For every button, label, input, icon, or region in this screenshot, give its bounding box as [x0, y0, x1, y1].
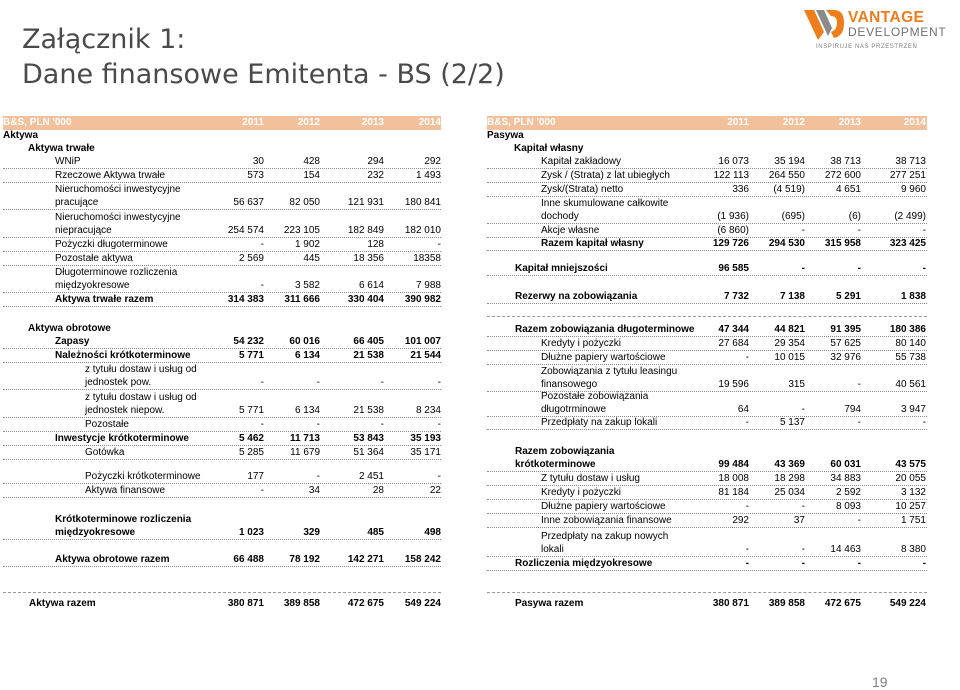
row-label: Przedpłaty na zakup nowych: [541, 531, 669, 542]
row-value: 18 008: [718, 473, 749, 484]
logo-mark-icon: [802, 6, 846, 42]
row-value: 142 271: [347, 554, 384, 565]
header-label: B&S, PLN '000: [3, 117, 72, 128]
row-label: Inne zobowiązania finansowe: [541, 515, 672, 526]
row-label: Pożyczki krótkoterminowe: [85, 471, 201, 482]
row-value: 1 493: [415, 170, 441, 181]
row-value: 21 538: [353, 405, 384, 416]
table-row: [487, 352, 927, 365]
row-label-cont: międzyokresowe: [55, 280, 130, 291]
logo-tagline: INSPIRUJE NAS PRZESTRZEŃ: [816, 44, 918, 50]
section-label: Aktywa obrotowe: [28, 323, 111, 334]
row-label: Zobowiązania z tytułu leasingu: [541, 366, 678, 377]
row-value: -: [260, 377, 264, 388]
row-value: 11 713: [289, 433, 320, 444]
row-value: 5 771: [238, 405, 264, 416]
row-value: 277 251: [889, 170, 926, 181]
table-row: [3, 364, 441, 390]
row-label: Kredyty i pożyczki: [541, 487, 622, 498]
table-row: [487, 366, 927, 392]
row-value: -: [857, 558, 861, 569]
row-value: 81 184: [718, 487, 749, 498]
row-label: Należności krótkoterminowe: [55, 350, 191, 361]
section-label: Aktywa: [3, 130, 39, 141]
row-label-cont: pracujące: [55, 197, 99, 208]
row-value: 18 356: [353, 253, 384, 264]
row-value: 5 291: [835, 291, 861, 302]
row-value: 1 751: [900, 515, 926, 526]
row-value: 19 596: [718, 379, 749, 390]
row-value: 43 575: [895, 459, 926, 470]
row-value: -: [745, 352, 749, 363]
row-value: 294 530: [768, 238, 805, 249]
table-row: [3, 433, 441, 446]
table-row: [487, 446, 927, 472]
row-label: Aktywa obrotowe razem: [55, 554, 170, 565]
logo-sub: DEVELOPMENT: [848, 25, 947, 39]
divider: [3, 592, 441, 593]
header-year: 2013: [838, 117, 861, 128]
row-value: -: [857, 263, 861, 274]
row-value: 2 451: [358, 471, 384, 482]
row-value: 121 931: [347, 197, 384, 208]
row-value: 14 463: [830, 544, 861, 555]
header-label: B&S, PLN '000: [487, 117, 556, 128]
row-label: Zysk/(Strata) netto: [541, 184, 624, 195]
table-row: [487, 156, 927, 169]
row-value: 292: [424, 156, 441, 167]
header-year: 2011: [727, 117, 749, 128]
table-row: [487, 501, 927, 514]
row-value: 7 138: [779, 291, 805, 302]
row-value: 485: [367, 527, 384, 538]
divider: [487, 592, 927, 593]
table-header: [3, 116, 441, 130]
row-label: Z tytułu dostaw i usług: [541, 473, 640, 484]
header-year: 2012: [782, 117, 805, 128]
row-label: Kapitał zakładowy: [541, 156, 622, 167]
total-value: 380 871: [712, 598, 749, 609]
row-value: 794: [844, 404, 861, 415]
row-value: 10 257: [895, 501, 926, 512]
row-value: -: [801, 263, 805, 274]
table-row: [3, 239, 441, 252]
row-value: 1 838: [900, 291, 926, 302]
row-label: Pożyczki długoterminowe: [55, 239, 168, 250]
table-row: [3, 554, 441, 567]
row-label: Dłużne papiery wartościowe: [541, 501, 666, 512]
row-value: -: [922, 558, 926, 569]
table-row: [487, 324, 927, 337]
row-label: Razem zobowiązania: [515, 446, 615, 457]
row-value: 3 132: [900, 487, 926, 498]
row-value: -: [316, 471, 320, 482]
row-value: 154: [303, 170, 320, 181]
row-value: 96 585: [718, 263, 749, 274]
row-value: 9 960: [900, 184, 926, 195]
row-label: Pozostałe: [85, 419, 129, 430]
row-value: 180 841: [404, 197, 441, 208]
row-value: 51 364: [353, 447, 384, 458]
row-value: 5 771: [238, 350, 264, 361]
row-value: 264 550: [768, 170, 805, 181]
row-value: 315 958: [824, 238, 861, 249]
header-year: 2013: [361, 117, 384, 128]
row-value: 128: [367, 239, 384, 250]
row-label: Kapitał mniejszości: [515, 263, 608, 274]
row-value: 37: [793, 515, 805, 526]
row-label-cont: krótkoterminowe: [515, 459, 596, 470]
row-value: -: [316, 377, 320, 388]
row-value: -: [260, 239, 264, 250]
row-label: Pozostałe zobowiązania: [541, 391, 649, 402]
row-value: 573: [247, 170, 264, 181]
row-value: 1 023: [238, 527, 264, 538]
row-value: -: [437, 471, 441, 482]
row-value: 99 484: [718, 459, 749, 470]
row-label: Razem kapitał własny: [541, 238, 644, 249]
row-value: 5 137: [779, 417, 805, 428]
row-label-cont: jednostek pow.: [85, 377, 152, 388]
row-value: 54 232: [233, 336, 264, 347]
row-value: 38 713: [895, 156, 926, 167]
row-value: 254 574: [227, 225, 264, 236]
row-value: 6 134: [294, 405, 320, 416]
row-value: 35 194: [774, 156, 805, 167]
table-row: [3, 184, 441, 210]
row-label: Rzeczowe Aktywa trwałe: [55, 170, 166, 181]
row-value: -: [857, 225, 861, 236]
row-value: (6): [848, 211, 861, 222]
table-row: [487, 263, 927, 276]
row-value: (6 860): [717, 225, 749, 236]
table-row: [487, 238, 927, 251]
row-label-cont: dochody: [541, 211, 579, 222]
row-value: 3 947: [900, 404, 926, 415]
logo-brand: VANTAGE: [848, 9, 925, 26]
row-value: 40 561: [895, 379, 926, 390]
row-value: 445: [303, 253, 320, 264]
slide-title-line1: Załącznik 1:: [22, 24, 186, 55]
table-row: [3, 514, 441, 540]
table-row: [487, 291, 927, 304]
subsection-label: Aktywa trwałe: [28, 143, 95, 154]
row-value: 21 544: [410, 350, 441, 361]
row-label: Inne skumulowane całkowite: [541, 198, 669, 209]
total-value: 389 858: [768, 598, 805, 609]
row-value: -: [437, 377, 441, 388]
row-value: 315: [788, 379, 805, 390]
header-year: 2014: [903, 117, 926, 128]
row-value: 180 386: [889, 324, 926, 335]
liabilities-table: [487, 116, 927, 616]
row-value: 16 073: [718, 156, 749, 167]
row-value: 78 192: [289, 554, 320, 565]
total-row: [487, 598, 927, 611]
total-value: 389 858: [283, 598, 320, 609]
assets-table: [3, 116, 441, 616]
row-label: Razem zobowiązania długoterminowe: [515, 324, 695, 335]
row-value: (1 936): [717, 211, 749, 222]
row-value: 4 651: [835, 184, 861, 195]
row-value: 182 010: [404, 225, 441, 236]
total-value: 472 675: [824, 598, 861, 609]
row-value: -: [745, 417, 749, 428]
row-label: Aktywa finansowe: [85, 485, 166, 496]
total-label: Pasywa razem: [515, 598, 584, 609]
row-value: -: [260, 485, 264, 496]
row-value: 30: [252, 156, 264, 167]
page-number: 19: [872, 674, 888, 690]
row-value: 6 614: [358, 280, 384, 291]
table-row: [487, 473, 927, 486]
row-value: 20 055: [895, 473, 926, 484]
table-row: [487, 558, 927, 571]
row-value: -: [316, 419, 320, 430]
row-value: -: [801, 544, 805, 555]
row-value: 314 383: [227, 294, 264, 305]
row-value: 60 031: [830, 459, 861, 470]
row-label-cont: finansowego: [541, 379, 598, 390]
total-value: 549 224: [889, 598, 926, 609]
row-label: Dłużne papiery wartościowe: [541, 352, 666, 363]
row-label: WNiP: [55, 156, 81, 167]
row-value: 158 242: [404, 554, 441, 565]
row-value: -: [857, 515, 861, 526]
row-label: z tytułu dostaw i usług od: [85, 364, 197, 375]
row-value: -: [745, 558, 749, 569]
row-label: Rezerwy na zobowiązania: [515, 291, 638, 302]
table-row: [3, 294, 441, 307]
row-label: z tytułu dostaw i usług od: [85, 392, 197, 403]
row-label: Nieruchomości inwestycyjne: [55, 212, 181, 223]
row-value: 47 344: [718, 324, 749, 335]
row-value: (695): [781, 211, 805, 222]
row-label-cont: międzyokresowe: [55, 527, 136, 538]
row-value: 38 713: [830, 156, 861, 167]
table-row: [487, 515, 927, 528]
row-value: -: [437, 239, 441, 250]
row-value: 5 462: [238, 433, 264, 444]
row-label: Pozostałe aktywa: [55, 253, 133, 264]
table-row: [3, 267, 441, 293]
row-value: 292: [732, 515, 749, 526]
row-label-cont: lokali: [541, 544, 564, 555]
row-value: 323 425: [889, 238, 926, 249]
row-value: 43 369: [774, 459, 805, 470]
row-value: 35 171: [410, 447, 441, 458]
table-row: [487, 338, 927, 351]
row-label: Krótkoterminowe rozliczenia: [55, 514, 192, 525]
row-value: 44 821: [774, 324, 805, 335]
row-label: Długoterminowe rozliczenia: [55, 267, 178, 278]
row-value: -: [380, 419, 384, 430]
table-row: [3, 471, 441, 484]
divider: [487, 316, 927, 317]
row-value: 35 193: [410, 433, 441, 444]
row-value: (2 499): [894, 211, 926, 222]
row-value: 336: [732, 184, 749, 195]
row-value: 7 732: [723, 291, 749, 302]
table-row: [487, 170, 927, 183]
row-value: 18358: [413, 253, 441, 264]
row-value: 294: [367, 156, 384, 167]
row-label: Akcje własne: [541, 225, 600, 236]
row-value: 56 637: [233, 197, 264, 208]
row-value: 82 050: [289, 197, 320, 208]
row-value: -: [801, 404, 805, 415]
row-value: -: [857, 417, 861, 428]
table-header: [487, 116, 927, 130]
row-label: Przedpłaty na zakup lokali: [541, 417, 658, 428]
row-value: 223 105: [283, 225, 320, 236]
row-value: 3 582: [294, 280, 320, 291]
row-value: 182 849: [347, 225, 384, 236]
row-value: 2 592: [835, 487, 861, 498]
row-value: 29 354: [774, 338, 805, 349]
row-value: 32 976: [830, 352, 861, 363]
table-row: [3, 485, 441, 498]
row-value: 27 684: [718, 338, 749, 349]
row-label: Aktywa trwałe razem: [55, 294, 154, 305]
row-value: -: [260, 280, 264, 291]
header-year: 2012: [297, 117, 320, 128]
row-value: 272 600: [824, 170, 861, 181]
table-row: [487, 391, 927, 417]
row-label-cont: jednostek niepow.: [85, 405, 165, 416]
subsection-label: Kapitał własny: [514, 143, 584, 154]
table-row: [3, 447, 441, 460]
row-label: Zapasy: [55, 336, 90, 347]
vantage-logo: [802, 6, 954, 52]
row-label-cont: długotrminowe: [541, 404, 607, 415]
row-value: 8 093: [835, 501, 861, 512]
table-row: [3, 212, 441, 238]
total-row: [3, 598, 441, 611]
row-value: 53 843: [353, 433, 384, 444]
row-value: 8 234: [415, 405, 441, 416]
row-value: 66 488: [233, 554, 264, 565]
row-value: 6 134: [294, 350, 320, 361]
row-value: -: [922, 225, 926, 236]
row-value: 428: [303, 156, 320, 167]
table-row: [487, 198, 927, 224]
table-row: [487, 417, 927, 430]
table-row: [3, 156, 441, 169]
header-year: 2014: [418, 117, 441, 128]
table-row: [3, 392, 441, 418]
row-value: 177: [247, 471, 264, 482]
row-value: -: [260, 419, 264, 430]
row-value: 80 140: [895, 338, 926, 349]
header-year: 2011: [242, 117, 264, 128]
row-value: -: [437, 419, 441, 430]
row-value: 498: [424, 527, 441, 538]
row-value: 122 113: [713, 170, 749, 181]
row-value: 34 883: [830, 473, 861, 484]
row-value: 34: [308, 485, 320, 496]
row-value: -: [801, 501, 805, 512]
row-value: 22: [429, 485, 441, 496]
total-value: 380 871: [227, 598, 264, 609]
row-value: 330 404: [347, 294, 384, 305]
row-value: 11 679: [290, 447, 320, 458]
row-value: -: [922, 263, 926, 274]
row-value: -: [857, 379, 861, 390]
row-value: 18 298: [774, 473, 805, 484]
row-value: -: [801, 225, 805, 236]
row-value: 21 538: [353, 350, 384, 361]
total-value: 549 224: [404, 598, 441, 609]
row-value: 25 034: [774, 487, 805, 498]
row-value: 311 666: [284, 294, 320, 305]
row-value: 390 982: [404, 294, 441, 305]
row-value: 232: [367, 170, 384, 181]
row-value: -: [801, 558, 805, 569]
row-value: -: [380, 377, 384, 388]
total-label: Aktywa razem: [29, 598, 96, 609]
row-label: Kredyty i pożyczki: [541, 338, 622, 349]
table-row: [487, 184, 927, 197]
row-value: -: [745, 501, 749, 512]
table-row: [487, 531, 927, 557]
total-value: 472 675: [347, 598, 384, 609]
row-value: -: [922, 417, 926, 428]
table-row: [3, 253, 441, 266]
row-value: 64: [737, 404, 749, 415]
row-value: 91 395: [830, 324, 861, 335]
section-label: Pasywa: [487, 130, 524, 141]
row-value: 57 625: [830, 338, 861, 349]
row-label: Nieruchomości inwestycyjne: [55, 184, 181, 195]
row-value: 55 738: [895, 352, 926, 363]
row-label-cont: niepracujące: [55, 225, 112, 236]
table-row: [3, 170, 441, 183]
row-value: 10 015: [774, 352, 805, 363]
row-label: Zysk / (Strata) z lat ubiegłych: [541, 170, 670, 181]
row-value: 28: [372, 485, 384, 496]
table-row: [3, 350, 441, 363]
row-value: 7 988: [415, 280, 441, 291]
row-value: 60 016: [289, 336, 320, 347]
row-label: Inwestycje krótkoterminowe: [55, 433, 189, 444]
table-row: [3, 419, 441, 432]
table-row: [487, 487, 927, 500]
row-value: 329: [303, 527, 320, 538]
slide-title: [22, 22, 505, 92]
row-value: 2 569: [238, 253, 264, 264]
row-value: 101 007: [404, 336, 441, 347]
row-value: 129 726: [712, 238, 749, 249]
table-row: [3, 336, 441, 349]
row-value: -: [745, 544, 749, 555]
table-row: [487, 225, 927, 238]
row-value: (4 519): [773, 184, 805, 195]
row-label: Rozliczenia międzyokresowe: [515, 558, 653, 569]
row-value: 1 902: [294, 239, 320, 250]
row-value: 8 380: [900, 544, 926, 555]
row-value: 66 405: [353, 336, 384, 347]
row-label: Gotówka: [85, 447, 125, 458]
slide-title-line2: Dane finansowe Emitenta - BS (2/2): [22, 59, 505, 90]
row-value: 5 285: [238, 447, 264, 458]
